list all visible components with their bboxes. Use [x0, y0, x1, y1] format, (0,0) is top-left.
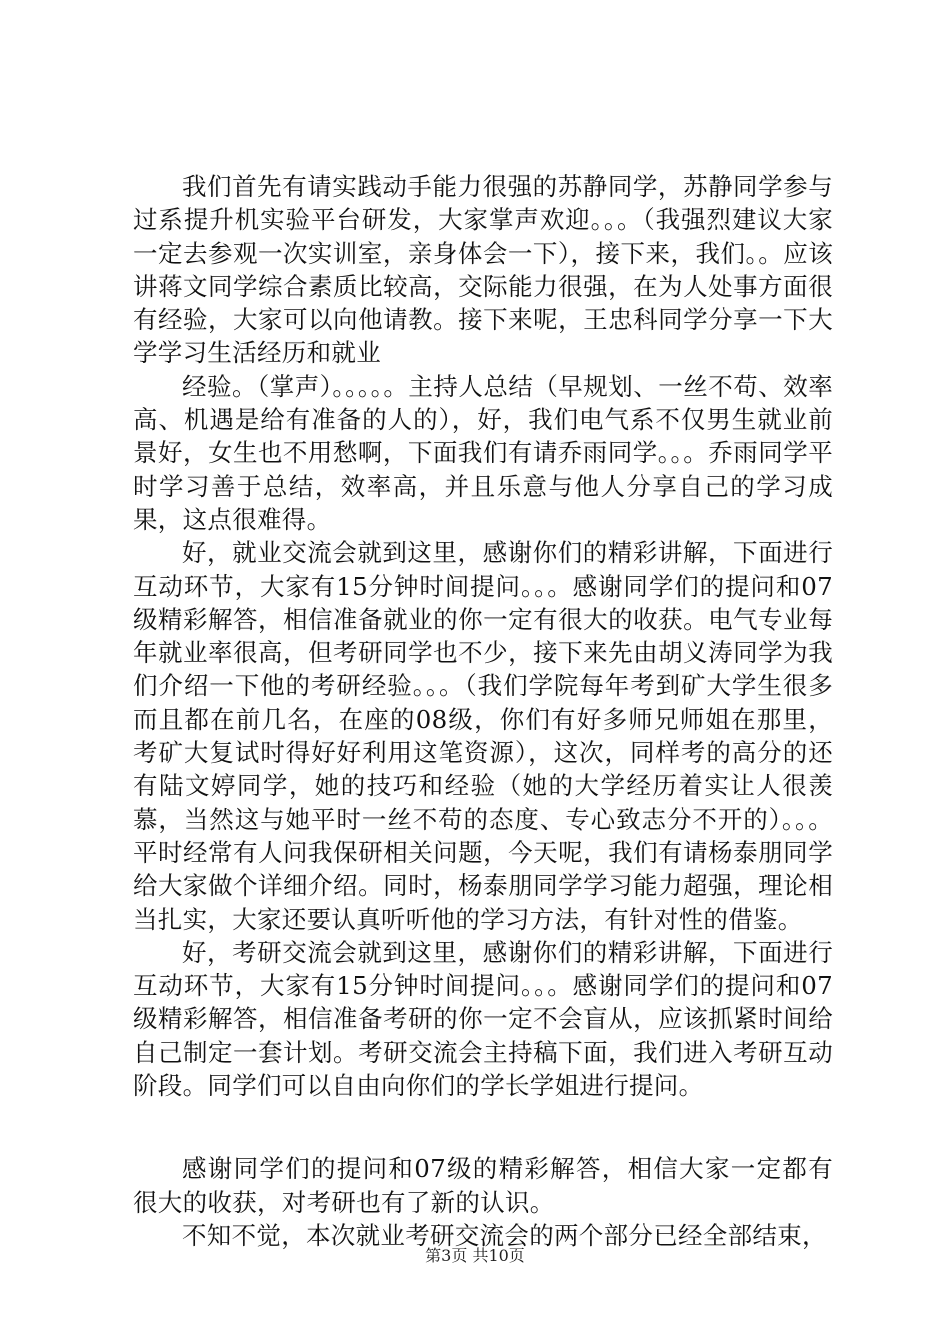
paragraph: 经验。（掌声）。。。。。主持人总结（早规划、一丝不苟、效率高、机遇是给有准备的人的），好，我们电气系不仅男生就业前景好，女生也不用愁啊，下面我们有请乔雨同学。。。乔雨同学平时学习善于总结，效率高，并且乐意与他人分享自己的学习成果，这点很难得。 — [133, 371, 833, 534]
page-footer — [0, 1243, 950, 1266]
document-body — [133, 170, 833, 1252]
paragraph: 好，就业交流会就到这里，感谢你们的精彩讲解，下面进行互动环节，大家有15分钟时间提问。。。感谢同学们的提问和07级精彩解答，相信准备就业的你一定有很大的收获。电气专业每年就业率很高，但考研同学也不少，接下来先由胡义涛同学为我们介绍一下他的考研经验。。。（我们学院每年考到矿大学生很多而且都在前几名，在座的08级，你们有好多师兄师姐在那里，考矿大复试时得好好利用这笔资源），这次，同样考的高分的还有陆文婷同学，她的技巧和经验（她的大学经历着实让人很羡慕，当然这与她平时一丝不苟的态度、专心致志分不开的）。。。平时经常有人问我保研相关问题，今天呢，我们有请杨泰朋同学给大家做个详细介绍。同时，杨泰朋同学学习能力超强，理论相当扎实，大家还要认真听听他的学习方法，有针对性的借鉴。 — [133, 538, 833, 934]
paragraph-spacer — [133, 1102, 833, 1152]
paragraph: 感谢同学们的提问和07级的精彩解答，相信大家一定都有很大的收获，对考研也有了新的认识。 — [133, 1154, 833, 1217]
paragraph: 我们首先有请实践动手能力很强的苏静同学，苏静同学参与过系提升机实验平台研发，大家掌声欢迎。。。（我强烈建议大家一定去参观一次实训室，亲身体会一下），接下来，我们。。应该讲蒋文同学综合素质比较高，交际能力很强，在为人处事方面很有经验，大家可以向他请教。接下来呢，王忠科同学分享一下大学学习生活经历和就业 — [133, 172, 833, 368]
paragraph: 好，考研交流会就到这里，感谢你们的精彩讲解，下面进行互动环节，大家有15分钟时间提问。。。感谢同学们的提问和07级精彩解答，相信准备考研的你一定不会盲从，应该抓紧时间给自己制定一套计划。考研交流会主持稿下面，我们进入考研互动阶段。同学们可以自由向你们的学长学姐进行提问。 — [133, 937, 833, 1101]
paragraph: 不知不觉，本次就业考研交流会的两个部分已经全部结束， — [182, 1220, 827, 1250]
page-number: 第3页 共10页 — [425, 1246, 525, 1265]
